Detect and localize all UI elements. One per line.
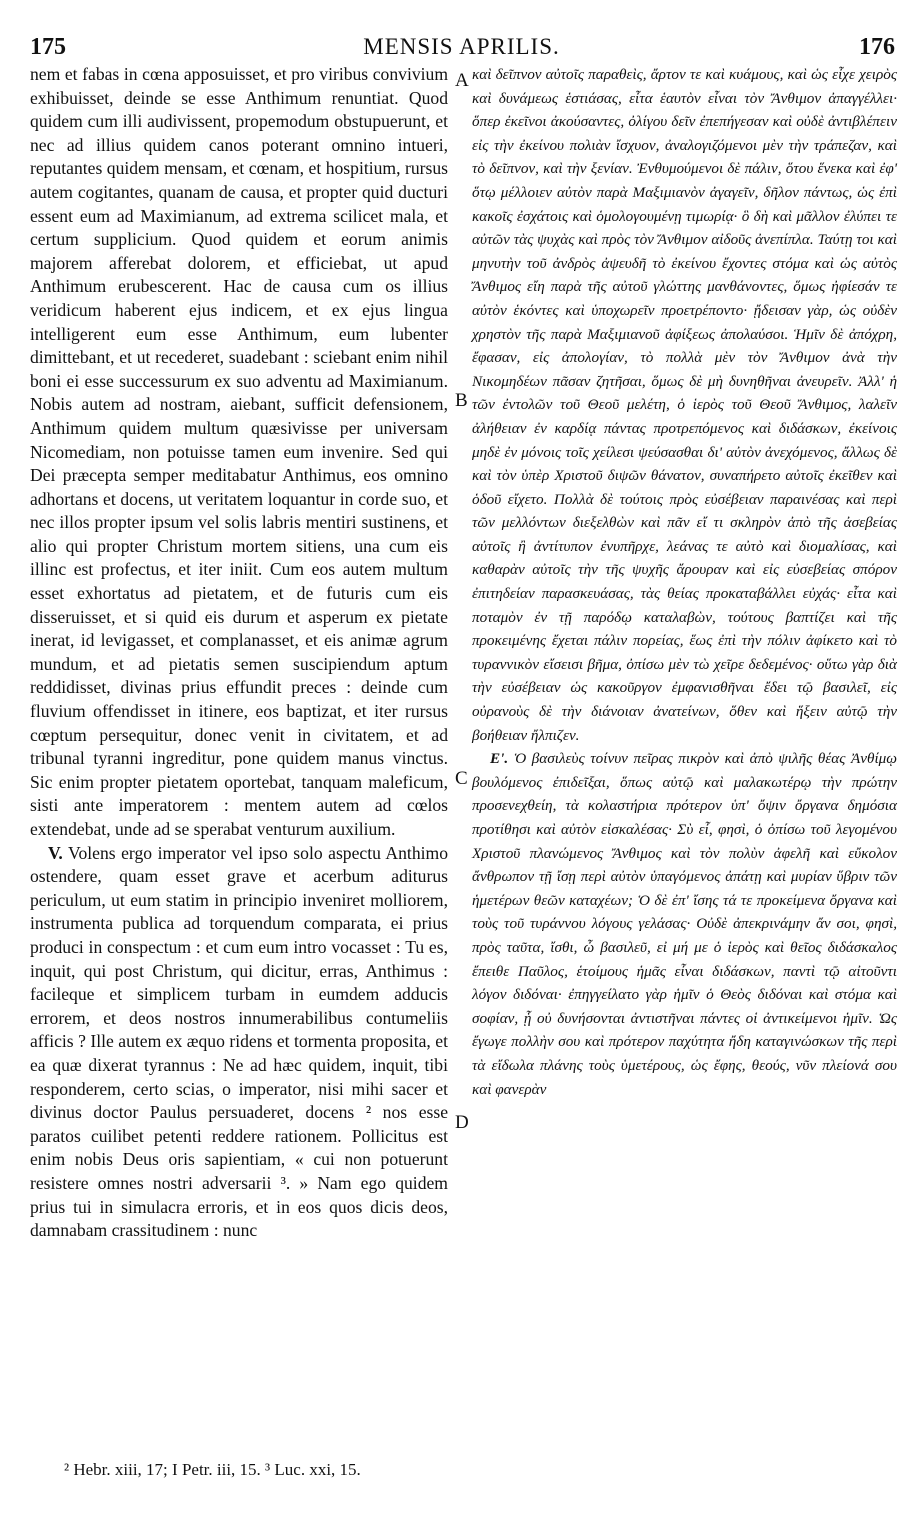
latin-column [30,63,448,1243]
running-title: MENSIS APRILIS. [363,34,560,59]
margin-marker-d: D [455,1112,469,1133]
greek-section-number: Ε'. [490,750,509,768]
margin-marker-a: A [455,70,469,91]
latin-section [30,842,448,1243]
greek-paragraph: Ὁ βασιλεὺς τοίνυν πεῖρας πικρὸν καὶ ἀπὸ ψιλῆς θέας Ἀνθίμῳ βουλόμενος ἐπιδεῖξαι, ὅπως αὐτῷ καὶ μαλακωτέρῳ τὴν πρώτην προσενεχθείη, τὰ κολαστήρια πρότερον ὑπ' ὄψιν ὄργανα δημόσια προτίθησι καὶ αὐτὸν εἰσκαλέσας· Σὺ εἶ, φησὶ, ὁ ὀπίσω τοῦ λεγομένου Χριστοῦ πλανώμενος Ἄνθιμος καὶ τὸν πολὺν ἀφελῆ καὶ εὔκολον ἄνθρωπον τῇ ἴσῃ περὶ αὐτὸν ὑπαγόμενος ἀπάτῃ καὶ μυρίαν ὕβριν τῶν ἡμετέρων θεῶν καταχέων; Ὁ δὲ ἐπ' ἴσης τά τε προκείμενα ὄργανα καὶ τοὺς τοῦ τυράννου λόγους γελάσας· Οὐδὲ ἀπεκρινάμην ἄν σοι, φησὶ, πρὸς ταῦτα, ἴσθι, ὦ βασιλεῦ, εἰ μή με ὁ ἱερὸς καὶ θεῖος διδάσκαλος ἔπειθε Παῦλος, ἑτοίμους ἡμᾶς εἶναι διδάσκων, παντὶ τῷ αἰτοῦντι λόγον διδόναι· ἐπηγγείλατο γὰρ ἡμῖν ὁ Θεὸς διδόναι καὶ στόμα καὶ σοφίαν, ᾗ οὐ δυνήσονται ἀντιστῆναι πάντες οἱ ἀντικείμενοι ἡμῖν. Ὡς ἔγωγε πολλὴν σου καὶ πρότερον παχύτητα ἤδη καταγινώσκων τῆς περὶ τὰ εἴδωλα πλάνης τοὺς ὑμετέρους, ὡς ἔφης, θεούς, νῦν πλείονά σου καὶ φανερὰν [472,750,898,1098]
greek-section [472,747,897,1101]
page-header [0,34,923,64]
greek-paragraph: καὶ δεῖπνον αὐτοῖς παραθεὶς, ἄρτον τε καὶ κυάμους, καὶ ὡς εἶχε χειρὸς καὶ δυνάμεως ἑστιάσας, εἶτα ἑαυτὸν εἶναι τὸν Ἄνθιμον ἀπαγγέλλει· ὅπερ ἐκεῖνοι ἀκούσαντες, ὀλίγου δεῖν ἐπεπήγεσαν καὶ οὐδὲ ἀντιβλέπειν εἰς τὴν ἐκείνου πολιὰν ἴσχυον, ἀναλογιζόμενοι μὲν τὴν τράπεζαν, καὶ τὸ δεῖπνον, καὶ τὴν ξενίαν. Ἐνθυμούμενοι δὲ πάλιν, ὅτου ἕνεκα καὶ ἐφ' ὅτῳ μέλλοιεν αὐτὸν παρὰ Μαξιμιανὸν ἀγαγεῖν, δῆλον πάντως, ὡς ἐπὶ κακοῖς ἐσχάτοις καὶ ὁμολογουμένῃ τιμωρίᾳ· ὃ δὴ καὶ μᾶλλον ἐλύπει τε αὐτῶν τὰς ψυχὰς καὶ πρὸς τὸν Ἄνθιμον αἰδοῦς ἀνεπίπλα. Ταύτῃ τοι καὶ μηνυτὴν τοῦ ἀνδρὸς ἀψευδῆ τὸ ἐκείνου ἔχοντες στόμα καὶ ὡς αὐτὸς Ἄνθιμος εἴη παρὰ τῆς αὐτοῦ γλώττης μανθάνοντες, ὅμως ἠφίεσάν τε αὐτὸν ἑκόντες καὶ ὑποχωρεῖν προετρέποντο· ᾔδεισαν γὰρ, ὡς οὐδὲν χρηστὸν τῆς παρὰ Μαξιμιανοῦ ἀφίξεως ἀπολαύσοι. Ἡμῖν δὲ ἀπόχρη, ἔφασαν, εἰς ἀπολογίαν, τὸ πολλὰ μὲν τὸν Ἄνθιμον ἀνὰ τὴν Νικομηδέων πᾶσαν ζητῆσαι, ὅμως δὲ μὴ δυνηθῆναι ἀνευρεῖν. Ἀλλ' ἡ τῶν ἐντολῶν τοῦ Θεοῦ μελέτη, ὁ ἱερὸς τοῦ Θεοῦ Ἄνθιμος, λαλεῖν ἀλήθειαν ἐν καρδίᾳ πάντας προτρεπόμενος καὶ διδάσκων, ἐκείνοις μηδὲ ἐν μόνοις τοῖς χείλεσι ψεύσασθαι δι' αὐτὸν ἀνεχόμενος, ἄλλως δὲ καὶ τὸν ὑπὲρ Χριστοῦ διψῶν θάνατον, συναπήρετο αὐτοῖς ἐκεῖθεν καὶ ὁδοῦ εἴχετο. Πολλὰ δὲ τούτοις πρὸς εὐσέβειαν παραινέσας καὶ περὶ τῶν μελλόντων διεξελθὼν καὶ πᾶν εἴ τι σκληρὸν ἀπὸ τῆς ἀσεβείας αὐτοῖς ἢ ἀντίτυπον ἐνυπῆρχε, λεάνας τε αὐτὸ καὶ διομαλίσας, καὶ καθαρὰν αὐτοῖς τὴν τῆς ψυχῆς ἄρουραν καὶ εἰς εὐσεβείας σπόρον ἐπιτηδείαν παρασκευάσας, τὰς θείας προκαταβάλλει εὐχάς· εἶτα καὶ ποταμὸν ἐν τῇ παρόδῳ καταλαβὼν, τούτους βαπτίζει καὶ τῆς προκειμένης ἔχεται πάλιν πορείας, ἕως ἐπὶ τὴν πόλιν ἀφίκετο καὶ τὸ τυραννικὸν εἴσεισι βῆμα, ὀπίσω μὲν τὼ χεῖρε δεδεμένος· οὕτω γὰρ διὰ τὴν εὐσέβειαν ὡς κακοῦργον ἐμφανισθῆναι ἔδει τῷ βασιλεῖ, εἰς οὐρανοὺς δὲ τὴν διάνοιαν ἀνατείνων, ὅθεν καὶ ἥξειν αὐτῷ τὴν βοήθειαν ἤλπιζεν. [472,66,897,744]
margin-marker-c: C [455,768,468,789]
greek-column [472,63,897,1101]
page-number-right: 176 [859,34,895,60]
page-number-left: 175 [30,34,66,60]
latin-paragraph: Volens ergo imperator vel ipso solo aspectu Anthimo ostendere, quam esset grave et acerbum aditurus periculum, ut eum statim in principio inveniret molliorem, instrumenta publica ad torquendum comparata, ei prius produci in conspectum : et cum eum intro vocasset : Tu es, inquit, qui post Christum, qui dicitur, erras, Anthimus : facileque et simplicem turbam in eumdem adducis errorem, et deos nostros innumerabilibus contumeliis afficis ? Ille autem ex æquo ridens et tormenta proposita, et ea quæ dixerat tyrannus : Ne ad hæc quidem, inquit, tibi responderem, certo scias, o imperator, nisi mihi sacer et divinus doctor Paulus persuaderet, docens ² nos esse paratos cuilibet petenti reddere rationem. Pollicitus est enim nobis Deus oris sapientiam, « cui non potuerunt resistere omnes nostri adversarii ³. » Nam ego quidem prius tui in simulacra erroris, et in eos quos dicis deos, damnabam crassitudinem : nunc [30,842,448,1241]
margin-marker-b: B [455,390,468,411]
latin-section-number: V. [48,842,63,863]
latin-paragraph: nem et fabas in cœna apposuisset, et pro viribus convivium exhibuisset, deinde se esse Anthimum renuntiat. Quod quidem cum illi audivissent, propemodum obstupuerunt, et nec ad illius quidem canos poterant omnino intueri, reputantes quidem mensam, et cœnam, et hospitium, rursus autem cogitantes, quanam de causa, et propter quid ducturi essent eum ad Maximianum, ad extrema scilicet mala, et certum supplicium. Quod quidem et eorum animis majorem afferebat dolorem, et efficiebat, ut apud Anthimum erubescerent. Hac de causa cum os illius veridicum haberent ejus indicem, et ex ejus lingua intelligerent eum esse Anthimum, eum lubenter dimittebant, et ut recederet, suadebant : sciebant enim nihil boni ei esse successurum ex suo adventu ad Maximianum. Nobis autem ad nostram, aiebant, sufficit defensionem, Anthimum quidem multum quæsivisse per universam Nicomediam, non potuisse tamen eum invenire. Sed qui Dei præcepta semper meditabatur Anthimus, eos omnino adhortans et docens, ut veritatem loquantur in corde suo, et nec illos propter ipsum vel solis labris mentiri sustinens, et alio qui propter Christum mortem sitiens, una cum eis illinc est profectus, et iter iniit. Cum eos autem multum esset exhortatus ad pietatem, et de futuris cum eis disseruisset, et si quid eis durum et asperum ex pietate inerat, id levigasset, et complanasset, et eis animæ agrum mundum, et ad pietatis semen suscipiendum aptum reddidisset, divinas prius effundit preces : deinde cum fluvium offendisset in itinere, eos baptizat, et iter rursus cœptum persequitur, donec venit in civitatem, et ad tribunal tyranni ingreditur, pone quidem manus vinctus. Sic enim propter pietatem oportebat, tanquam maleficum, sisti ante imperatorem : mentem autem ad cœlos extendebat, unde ad se sperabat venturum auxilium. [30,64,448,839]
footnote: ² Hebr. xiii, 17; I Petr. iii, 15. ³ Luc. xxi, 15. [64,1460,361,1479]
